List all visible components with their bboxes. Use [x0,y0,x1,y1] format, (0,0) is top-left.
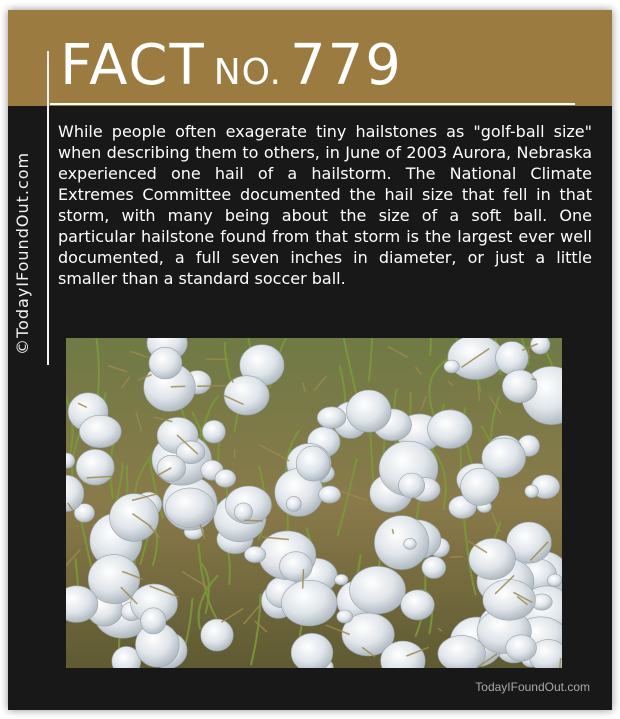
hailstone [201,619,234,651]
fact-number: 779 [289,33,403,98]
hailstone [149,347,182,379]
title-word: FACT [60,33,206,98]
fact-card [8,10,612,710]
hailstone [335,574,349,585]
dry-grass-strand [450,557,462,558]
hailstone [401,590,435,620]
hailstone [346,390,391,432]
hailstone [224,376,269,415]
hailstone [404,538,417,549]
hailstone [350,566,406,614]
hailstone [291,633,333,668]
hailstone [428,410,473,449]
hailstones-illustration [66,338,562,668]
hailstone [76,449,114,485]
hailstone [547,574,562,587]
hailstone [461,468,500,505]
hailstone [79,415,121,448]
hailstone [469,538,515,579]
dry-grass-strand [197,386,226,387]
hailstone [374,516,428,570]
fact-body: While people often exagerate tiny hailstones as "golf-ball size" when describing them to others, in June of 2003 Aurora, Nebraska experienced one hail of a hailstorm. The National Climate Extremes Committee documented the hail size that fell in that storm, with many being about the size of a soft ball. One particular hailstone found from that storm is the largest ever well documented, a full seven inches in diameter, or just a little smaller than a standard soccer ball. [58,122,592,288]
hailstone [525,485,539,498]
hailstone [444,360,460,373]
hailstone [202,420,225,443]
hailstone [296,446,329,481]
dry-grass-strand [232,378,233,383]
hailstone [337,610,353,623]
hailstone [438,635,486,668]
hailstone [280,552,313,581]
title-divider [50,103,575,105]
hailstone [165,488,214,528]
hailstone [502,370,537,403]
hailstone [281,580,337,626]
hailstone [506,635,537,661]
dry-grass-strand [244,520,263,521]
hailstone [215,470,236,488]
hailstone [234,503,252,521]
dry-grass-strand [303,569,304,588]
hailstone [317,407,346,429]
side-credit: ©TodayIFoundOut.com [13,151,32,355]
title-no: NO. [213,52,282,93]
hailstone [399,473,425,498]
hailstone [286,496,301,511]
hailstone [496,342,529,375]
fact-title [60,33,403,103]
hailstone [422,557,446,579]
hailstone [319,486,341,503]
hailstone [244,546,265,562]
hailstone [110,494,159,542]
hailstones-photo [66,338,562,668]
footer-credit: TodayIFoundOut.com [475,680,590,694]
side-divider [47,51,49,365]
hailstone [141,608,166,634]
